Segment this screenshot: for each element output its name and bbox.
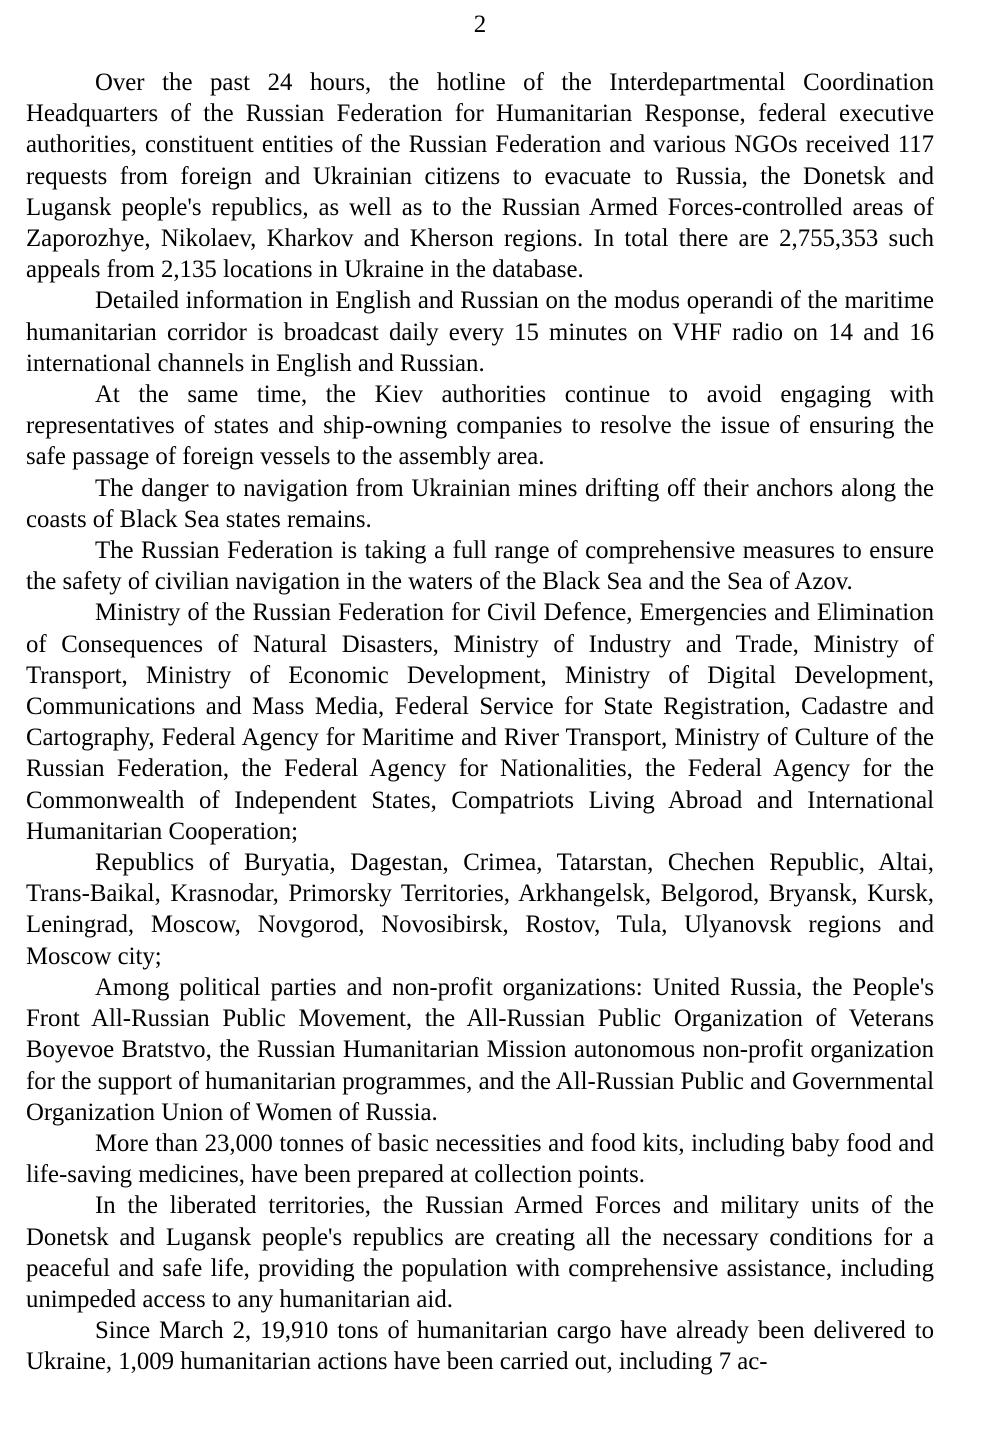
paragraph-republics: Republics of Buryatia, Dagestan, Crimea, Tatarstan, Chechen Republic, Altai, Trans-Baikal, Krasnodar, Primorsky Territories, Arkhangelsk, Belgorod, Bryansk, Kursk, Leningrad, Moscow, Novgorod, Novosibirsk, Rostov, Tula, Ulyanovsk regions and Moscow city; [26, 849, 934, 970]
paragraph-mine-danger: The danger to navigation from Ukrainian mines drifting off their anchors along the coasts of Black Sea states remains. [26, 474, 934, 533]
paragraph-maritime-corridor: Detailed information in English and Russian on the modus operandi of the maritime humanitarian corridor is broadcast daily every 15 minutes on VHF radio on 14 and 16 international channels in English and Russian. [26, 287, 934, 377]
paragraph-necessities: More than 23,000 tonnes of basic necessities and food kits, including baby food and life-saving medicines, have been prepared at collection points. [26, 1129, 934, 1189]
paragraph-liberated-territories: In the liberated territories, the Russian Armed Forces and military units of the Donetsk and Lugansk people's republics are creating all the necessary conditions for a peaceful and safe life, providing the population with comprehensive assistance, including unimpeded access to any humanitarian aid. [26, 1192, 934, 1313]
document-page [26, 0, 934, 1378]
paragraph-hotline-requests: Over the past 24 hours, the hotline of the Interdepartmental Coordination Headquarters of the Russian Federation for Humanitarian Response, federal executive authorities, constituent entities of the Russian Federation and various NGOs received 117 requests from foreign and Ukrainian citizens to evacuate to Russia, the Donetsk and Lugansk people's republics, as well as to the Russian Armed Forces-controlled areas of Zaporozhye, Nikolaev, Kharkov and Kherson regions. In total there are 2,755,353 such appeals from 2,135 locations in Ukraine in the database. [26, 69, 934, 284]
paragraph-ministries: Ministry of the Russian Federation for Civil Defence, Emergencies and Elimination of Consequences of Natural Disasters, Ministry of Industry and Trade, Ministry of Transport, Ministry of Economic Development, Ministry of Digital Development, Communications and Mass Media, Federal Service for State Registration, Cadastre and Cartography, Federal Agency for Maritime and River Transport, Ministry of Culture of the Russian Federation, the Federal Agency for Nationalities, the Federal Agency for the Commonwealth of Independent States, Compatriots Living Abroad and International Humanitarian Cooperation; [26, 599, 934, 845]
paragraph-humanitarian-cargo: Since March 2, 19,910 tons of humanitarian cargo have already been delivered to Ukraine, 1,009 humanitarian actions have been carried out, including 7 ac- [26, 1317, 934, 1376]
paragraph-safety-measures: The Russian Federation is taking a full range of comprehensive measures to ensure the safety of civilian navigation in the waters of the Black Sea and the Sea of Azov. [26, 537, 934, 596]
paragraph-kiev-authorities: At the same time, the Kiev authorities continue to avoid engaging with representatives of states and ship-owning companies to resolve the issue of ensuring the safe passage of foreign vessels to the assembly area. [26, 381, 934, 471]
page-number: 2 [473, 11, 487, 38]
paragraph-political-parties: Among political parties and non-profit organizations: United Russia, the People's Front All-Russian Public Movement, the All-Russian Public Organization of Veterans Boyevoe Bratstvo, the Russian Humanitarian Mission autonomous non-profit organization for the support of humanitarian programmes, and the All-Russian Public and Governmental Organization Union of Women of Russia. [26, 973, 934, 1126]
